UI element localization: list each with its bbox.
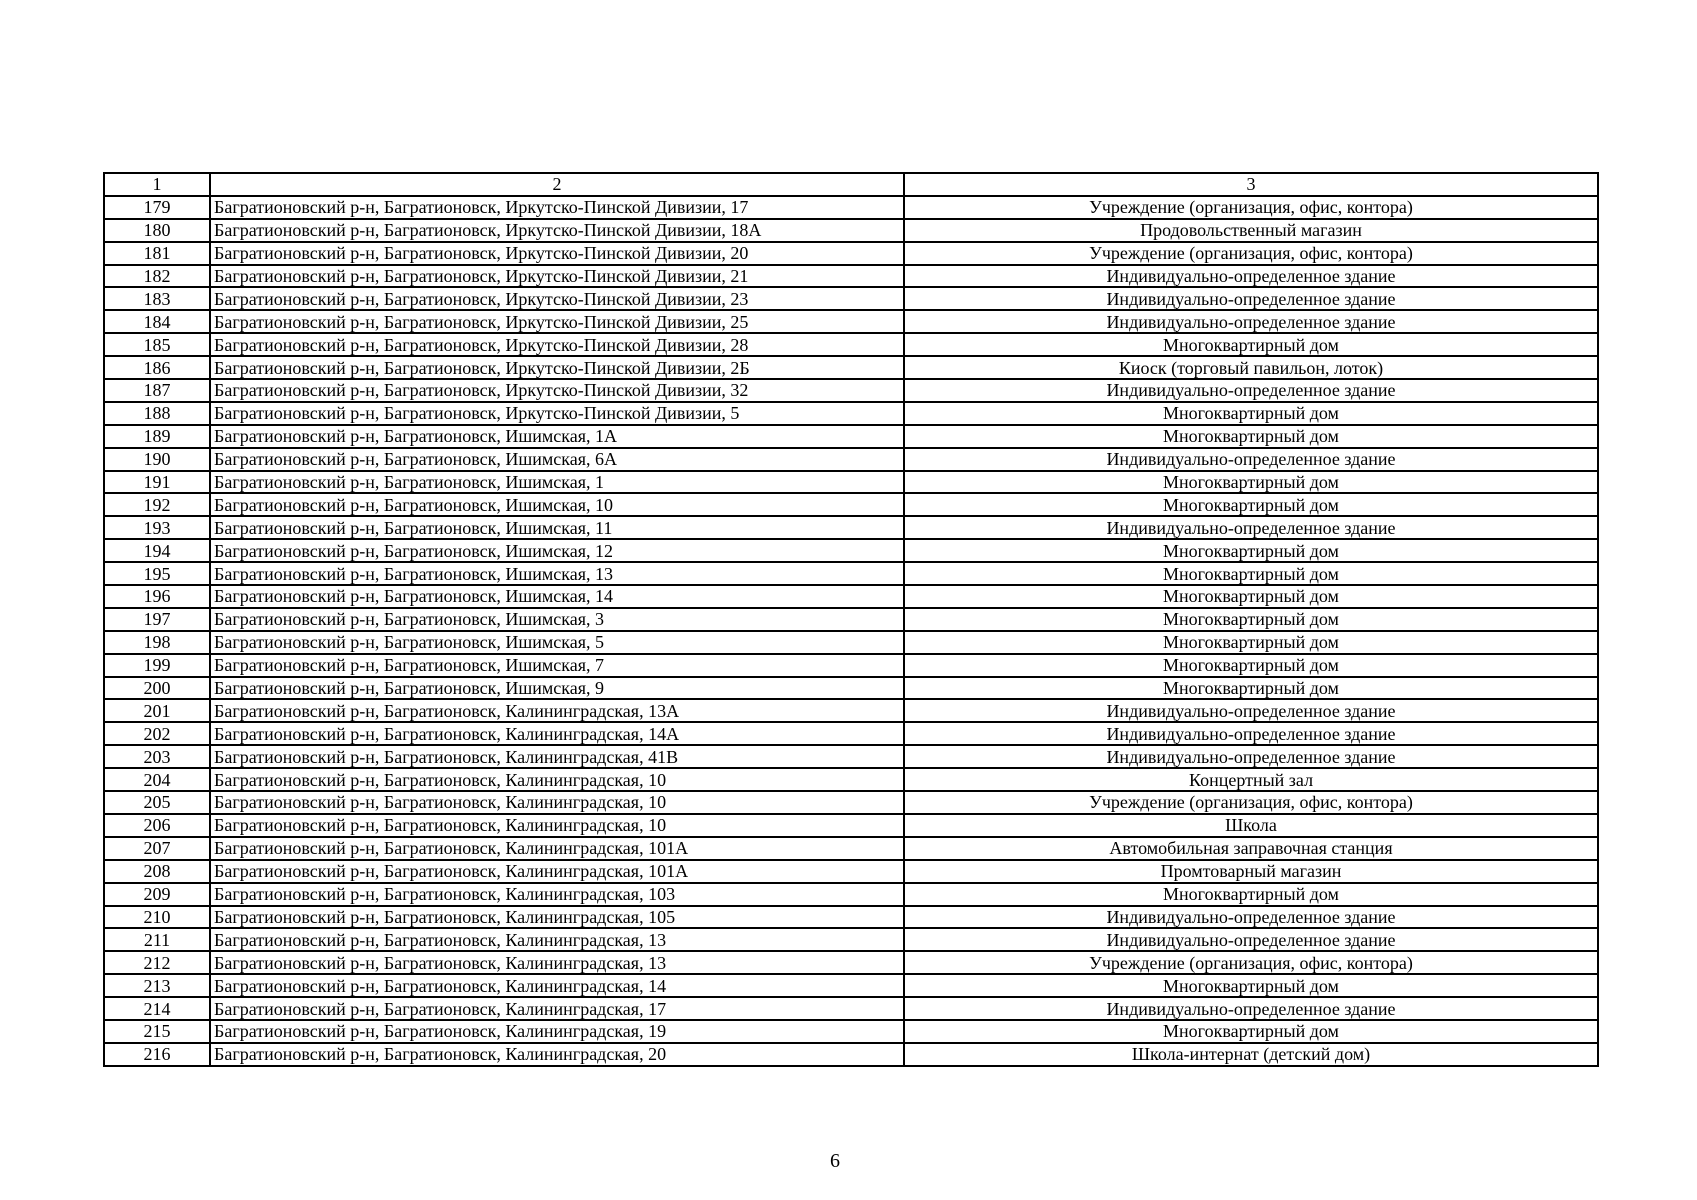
table-header-row bbox=[104, 173, 1598, 196]
table-row bbox=[104, 379, 1598, 402]
row-number-cell: 213 bbox=[104, 974, 210, 997]
address-cell: Багратионовский р-н, Багратионовск, Иркутско-Пинской Дивизии, 17 bbox=[210, 196, 904, 219]
building-type-cell: Учреждение (организация, офис, контора) bbox=[904, 242, 1598, 265]
address-cell: Багратионовский р-н, Багратионовск, Иркутско-Пинской Дивизии, 23 bbox=[210, 287, 904, 310]
address-cell: Багратионовский р-н, Багратионовск, Калининградская, 10 bbox=[210, 768, 904, 791]
address-cell: Багратионовский р-н, Багратионовск, Ишимская, 9 bbox=[210, 677, 904, 700]
row-number-cell: 186 bbox=[104, 356, 210, 379]
column-header-type: 3 bbox=[904, 173, 1598, 196]
building-type-cell: Многоквартирный дом bbox=[904, 585, 1598, 608]
building-type-cell: Многоквартирный дом bbox=[904, 631, 1598, 654]
address-cell: Багратионовский р-н, Багратионовск, Калининградская, 103 bbox=[210, 883, 904, 906]
building-type-cell: Многоквартирный дом bbox=[904, 562, 1598, 585]
table-row bbox=[104, 1020, 1598, 1043]
building-type-cell: Многоквартирный дом bbox=[904, 493, 1598, 516]
address-cell: Багратионовский р-н, Багратионовск, Калининградская, 14А bbox=[210, 722, 904, 745]
table-row bbox=[104, 631, 1598, 654]
building-type-cell: Многоквартирный дом bbox=[904, 654, 1598, 677]
table-row bbox=[104, 677, 1598, 700]
row-number-cell: 184 bbox=[104, 310, 210, 333]
table-row bbox=[104, 356, 1598, 379]
table-row bbox=[104, 654, 1598, 677]
address-cell: Багратионовский р-н, Багратионовск, Калининградская, 13 bbox=[210, 928, 904, 951]
table-row bbox=[104, 951, 1598, 974]
column-header-number: 1 bbox=[104, 173, 210, 196]
building-type-cell: Школа bbox=[904, 814, 1598, 837]
building-type-cell: Многоквартирный дом bbox=[904, 883, 1598, 906]
address-cell: Багратионовский р-н, Багратионовск, Калининградская, 10 bbox=[210, 814, 904, 837]
table-row bbox=[104, 883, 1598, 906]
address-cell: Багратионовский р-н, Багратионовск, Калининградская, 19 bbox=[210, 1020, 904, 1043]
table-row bbox=[104, 562, 1598, 585]
building-type-cell: Многоквартирный дом bbox=[904, 425, 1598, 448]
address-cell: Багратионовский р-н, Багратионовск, Ишимская, 3 bbox=[210, 608, 904, 631]
row-number-cell: 181 bbox=[104, 242, 210, 265]
address-cell: Багратионовский р-н, Багратионовск, Ишимская, 7 bbox=[210, 654, 904, 677]
row-number-cell: 212 bbox=[104, 951, 210, 974]
building-type-cell: Индивидуально-определенное здание bbox=[904, 745, 1598, 768]
row-number-cell: 209 bbox=[104, 883, 210, 906]
address-cell: Багратионовский р-н, Багратионовск, Ишимская, 1 bbox=[210, 471, 904, 494]
row-number-cell: 211 bbox=[104, 928, 210, 951]
address-cell: Багратионовский р-н, Багратионовск, Калининградская, 14 bbox=[210, 974, 904, 997]
row-number-cell: 215 bbox=[104, 1020, 210, 1043]
table-row bbox=[104, 814, 1598, 837]
building-type-cell: Индивидуально-определенное здание bbox=[904, 699, 1598, 722]
row-number-cell: 202 bbox=[104, 722, 210, 745]
address-cell: Багратионовский р-н, Багратионовск, Ишимская, 6А bbox=[210, 448, 904, 471]
address-cell: Багратионовский р-н, Багратионовск, Ишимская, 13 bbox=[210, 562, 904, 585]
address-cell: Багратионовский р-н, Багратионовск, Иркутско-Пинской Дивизии, 28 bbox=[210, 333, 904, 356]
table-row bbox=[104, 906, 1598, 929]
table-row bbox=[104, 928, 1598, 951]
address-cell: Багратионовский р-н, Багратионовск, Калининградская, 13 bbox=[210, 951, 904, 974]
address-cell: Багратионовский р-н, Багратионовск, Иркутско-Пинской Дивизии, 25 bbox=[210, 310, 904, 333]
address-cell: Багратионовский р-н, Багратионовск, Калининградская, 105 bbox=[210, 906, 904, 929]
row-number-cell: 185 bbox=[104, 333, 210, 356]
building-type-cell: Учреждение (организация, офис, контора) bbox=[904, 951, 1598, 974]
address-cell: Багратионовский р-н, Багратионовск, Иркутско-Пинской Дивизии, 2Б bbox=[210, 356, 904, 379]
address-cell: Багратионовский р-н, Багратионовск, Калининградская, 101А bbox=[210, 837, 904, 860]
table-row bbox=[104, 219, 1598, 242]
address-cell: Багратионовский р-н, Багратионовск, Калининградская, 10 bbox=[210, 791, 904, 814]
row-number-cell: 206 bbox=[104, 814, 210, 837]
table-row bbox=[104, 1043, 1598, 1066]
building-type-cell: Индивидуально-определенное здание bbox=[904, 516, 1598, 539]
table-row bbox=[104, 608, 1598, 631]
table-row bbox=[104, 471, 1598, 494]
building-type-cell: Индивидуально-определенное здание bbox=[904, 722, 1598, 745]
row-number-cell: 191 bbox=[104, 471, 210, 494]
address-cell: Багратионовский р-н, Багратионовск, Калининградская, 41В bbox=[210, 745, 904, 768]
address-cell: Багратионовский р-н, Багратионовск, Иркутско-Пинской Дивизии, 21 bbox=[210, 265, 904, 288]
address-cell: Багратионовский р-н, Багратионовск, Ишимская, 14 bbox=[210, 585, 904, 608]
address-cell: Багратионовский р-н, Багратионовск, Иркутско-Пинской Дивизии, 32 bbox=[210, 379, 904, 402]
row-number-cell: 210 bbox=[104, 906, 210, 929]
building-type-cell: Промтоварный магазин bbox=[904, 860, 1598, 883]
row-number-cell: 187 bbox=[104, 379, 210, 402]
address-cell: Багратионовский р-н, Багратионовск, Ишимская, 5 bbox=[210, 631, 904, 654]
table-row bbox=[104, 539, 1598, 562]
row-number-cell: 195 bbox=[104, 562, 210, 585]
address-cell: Багратионовский р-н, Багратионовск, Ишимская, 12 bbox=[210, 539, 904, 562]
row-number-cell: 180 bbox=[104, 219, 210, 242]
row-number-cell: 204 bbox=[104, 768, 210, 791]
building-type-cell: Индивидуально-определенное здание bbox=[904, 287, 1598, 310]
building-type-cell: Многоквартирный дом bbox=[904, 402, 1598, 425]
row-number-cell: 200 bbox=[104, 677, 210, 700]
table-row bbox=[104, 974, 1598, 997]
building-type-cell: Индивидуально-определенное здание bbox=[904, 448, 1598, 471]
address-cell: Багратионовский р-н, Багратионовск, Ишимская, 10 bbox=[210, 493, 904, 516]
table-row bbox=[104, 699, 1598, 722]
row-number-cell: 182 bbox=[104, 265, 210, 288]
table-row bbox=[104, 837, 1598, 860]
building-type-cell: Индивидуально-определенное здание bbox=[904, 997, 1598, 1020]
address-cell: Багратионовский р-н, Багратионовск, Иркутско-Пинской Дивизии, 20 bbox=[210, 242, 904, 265]
table-row bbox=[104, 791, 1598, 814]
row-number-cell: 203 bbox=[104, 745, 210, 768]
row-number-cell: 216 bbox=[104, 1043, 210, 1066]
row-number-cell: 207 bbox=[104, 837, 210, 860]
building-type-cell: Концертный зал bbox=[904, 768, 1598, 791]
building-type-cell: Многоквартирный дом bbox=[904, 539, 1598, 562]
table-row bbox=[104, 425, 1598, 448]
building-type-cell: Продовольственный магазин bbox=[904, 219, 1598, 242]
building-type-cell: Многоквартирный дом bbox=[904, 974, 1598, 997]
address-cell: Багратионовский р-н, Багратионовск, Калининградская, 17 bbox=[210, 997, 904, 1020]
address-cell: Багратионовский р-н, Багратионовск, Ишимская, 1А bbox=[210, 425, 904, 448]
building-type-cell: Индивидуально-определенное здание bbox=[904, 928, 1598, 951]
table-row bbox=[104, 768, 1598, 791]
table-row bbox=[104, 516, 1598, 539]
address-cell: Багратионовский р-н, Багратионовск, Калининградская, 20 bbox=[210, 1043, 904, 1066]
address-cell: Багратионовский р-н, Багратионовск, Иркутско-Пинской Дивизии, 18А bbox=[210, 219, 904, 242]
table-row bbox=[104, 287, 1598, 310]
building-type-cell: Многоквартирный дом bbox=[904, 608, 1598, 631]
building-type-cell: Многоквартирный дом bbox=[904, 333, 1598, 356]
table-row bbox=[104, 722, 1598, 745]
table-row bbox=[104, 997, 1598, 1020]
row-number-cell: 189 bbox=[104, 425, 210, 448]
row-number-cell: 188 bbox=[104, 402, 210, 425]
building-type-cell: Учреждение (организация, офис, контора) bbox=[904, 791, 1598, 814]
address-cell: Багратионовский р-н, Багратионовск, Ишимская, 11 bbox=[210, 516, 904, 539]
row-number-cell: 208 bbox=[104, 860, 210, 883]
building-type-cell: Школа-интернат (детский дом) bbox=[904, 1043, 1598, 1066]
row-number-cell: 179 bbox=[104, 196, 210, 219]
table-row bbox=[104, 265, 1598, 288]
table-body bbox=[104, 173, 1598, 1066]
building-type-cell: Индивидуально-определенное здание bbox=[904, 265, 1598, 288]
table-row bbox=[104, 310, 1598, 333]
building-type-cell: Многоквартирный дом bbox=[904, 1020, 1598, 1043]
address-cell: Багратионовский р-н, Багратионовск, Иркутско-Пинской Дивизии, 5 bbox=[210, 402, 904, 425]
table-row bbox=[104, 745, 1598, 768]
building-type-cell: Многоквартирный дом bbox=[904, 677, 1598, 700]
table-row bbox=[104, 196, 1598, 219]
row-number-cell: 197 bbox=[104, 608, 210, 631]
building-type-cell: Многоквартирный дом bbox=[904, 471, 1598, 494]
column-header-address: 2 bbox=[210, 173, 904, 196]
table-row bbox=[104, 860, 1598, 883]
row-number-cell: 205 bbox=[104, 791, 210, 814]
building-type-cell: Автомобильная заправочная станция bbox=[904, 837, 1598, 860]
row-number-cell: 196 bbox=[104, 585, 210, 608]
building-type-cell: Индивидуально-определенное здание bbox=[904, 379, 1598, 402]
table-row bbox=[104, 448, 1598, 471]
row-number-cell: 190 bbox=[104, 448, 210, 471]
row-number-cell: 201 bbox=[104, 699, 210, 722]
address-cell: Багратионовский р-н, Багратионовск, Калининградская, 101А bbox=[210, 860, 904, 883]
building-type-cell: Индивидуально-определенное здание bbox=[904, 310, 1598, 333]
building-type-cell: Учреждение (организация, офис, контора) bbox=[904, 196, 1598, 219]
row-number-cell: 198 bbox=[104, 631, 210, 654]
building-type-cell: Киоск (торговый павильон, лоток) bbox=[904, 356, 1598, 379]
row-number-cell: 193 bbox=[104, 516, 210, 539]
table-row bbox=[104, 585, 1598, 608]
row-number-cell: 192 bbox=[104, 493, 210, 516]
row-number-cell: 183 bbox=[104, 287, 210, 310]
row-number-cell: 194 bbox=[104, 539, 210, 562]
table-row bbox=[104, 402, 1598, 425]
row-number-cell: 199 bbox=[104, 654, 210, 677]
table-row bbox=[104, 493, 1598, 516]
address-table bbox=[103, 172, 1599, 1067]
page-number: 6 bbox=[830, 1150, 840, 1172]
row-number-cell: 214 bbox=[104, 997, 210, 1020]
table-row bbox=[104, 333, 1598, 356]
address-cell: Багратионовский р-н, Багратионовск, Калининградская, 13А bbox=[210, 699, 904, 722]
table-row bbox=[104, 242, 1598, 265]
building-type-cell: Индивидуально-определенное здание bbox=[904, 906, 1598, 929]
